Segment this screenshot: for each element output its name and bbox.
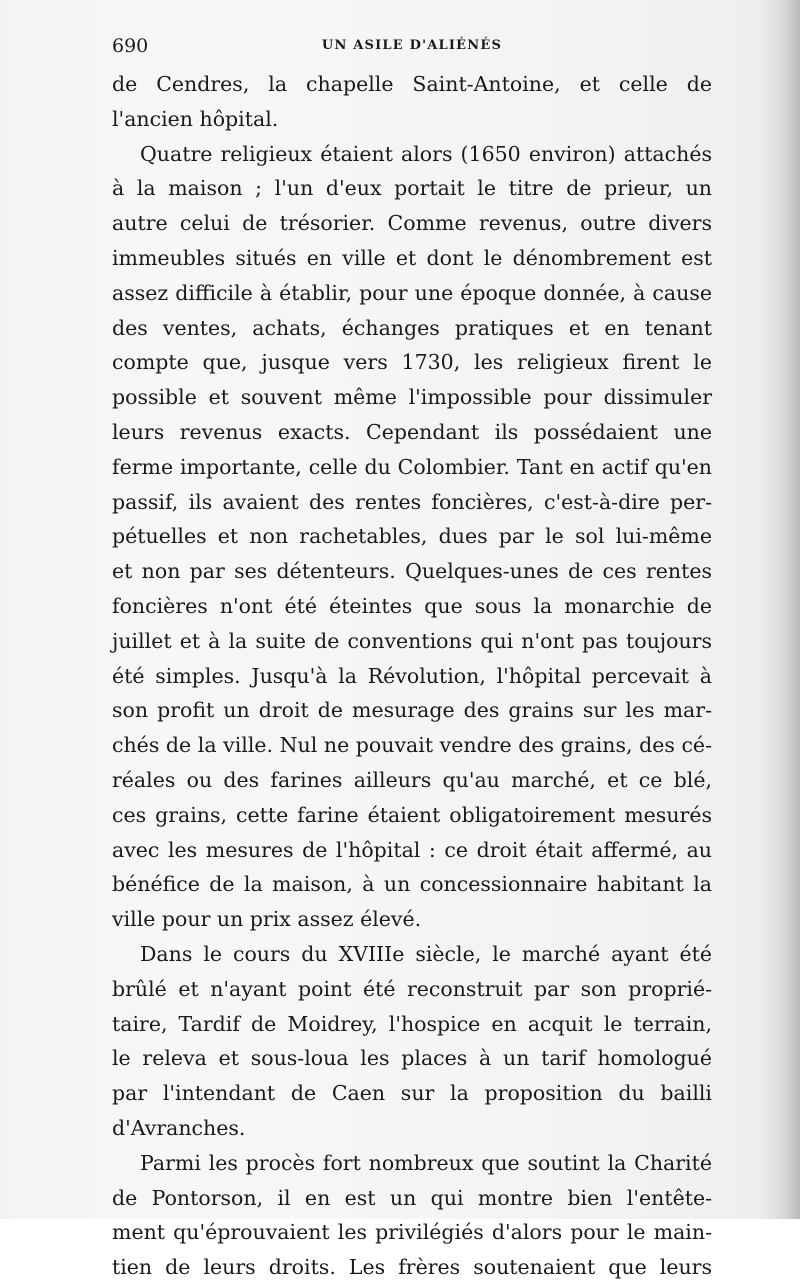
text-line: avec les mesures de l'hôpital : ce droit était affermé, au: [112, 837, 712, 862]
text-line: autre celui de trésorier. Comme revenus, outre divers: [112, 211, 712, 236]
text-line: Dans le cours du XVIIIe siècle, le marché ayant été: [140, 941, 712, 966]
text-line: tien de leurs droits. Les frères soutenaient que leurs: [112, 1255, 712, 1280]
body-text: [112, 67, 712, 1285]
running-title: UN ASILE D'ALIÉNÉS: [321, 38, 503, 53]
text-line: leurs revenus exacts. Cependant ils possédaient une: [112, 419, 712, 444]
text-line: juillet et à la suite de conventions qui n'ont pas toujours: [112, 628, 712, 653]
text-line: ville pour un prix assez élevé.: [112, 907, 422, 932]
text-line: foncières n'ont été éteintes que sous la monarchie de: [112, 593, 712, 618]
text-line: Parmi les procès fort nombreux que soutint la Charité: [140, 1150, 712, 1175]
text-line: de Pontorson, il en est un qui montre bien l'entête-: [112, 1185, 712, 1210]
text-line: possible et souvent même l'impossible pour dissimuler: [112, 385, 712, 410]
text-line: pétuelles et non rachetables, dues par le sol lui-même: [112, 524, 712, 549]
text-line: assez difficile à établir, pour une époque donnée, à cause: [112, 280, 712, 305]
text-line: immeubles situés en ville et dont le dénombrement est: [112, 245, 712, 270]
page-header: [112, 34, 712, 58]
text-line: de Cendres, la chapelle Saint-Antoine, et celle de: [112, 72, 712, 96]
text-line: compte que, jusque vers 1730, les religieux firent le: [112, 350, 712, 375]
page-number: 690: [112, 35, 149, 57]
text-line: à la maison ; l'un d'eux portait le titre de prieur, un: [112, 176, 712, 201]
text-line: son profit un droit de mesurage des grains sur les mar-: [112, 698, 712, 723]
page-edge-shadow: [758, 0, 800, 1219]
text-line: ment qu'éprouvaient les privilégiés d'alors pour le main-: [112, 1220, 712, 1245]
text-line: passif, ils avaient des rentes foncières, c'est-à-dire per-: [112, 489, 712, 514]
text-line: taire, Tardif de Moidrey, l'hospice en acquit le terrain,: [112, 1011, 712, 1036]
text-line: l'ancien hôpital.: [112, 106, 279, 131]
text-line: d'Avranches.: [112, 1115, 246, 1140]
text-line: réales ou des farines ailleurs qu'au marché, et ce blé,: [112, 767, 712, 792]
text-line: des ventes, achats, échanges pratiques et en tenant: [112, 315, 712, 340]
text-line: ferme importante, celle du Colombier. Tant en actif qu'en: [112, 454, 712, 479]
text-line: ces grains, cette farine étaient obligatoirement mesurés: [112, 802, 712, 827]
text-line: été simples. Jusqu'à la Révolution, l'hôpital percevait à: [112, 663, 712, 688]
text-line: le releva et sous-loua les places à un tarif homologué: [112, 1046, 712, 1071]
text-line: bénéfice de la maison, à un concessionnaire habitant la: [112, 872, 712, 897]
text-line: par l'intendant de Caen sur la proposition du bailli: [112, 1081, 712, 1106]
text-line: chés de la ville. Nul ne pouvait vendre des grains, des cé-: [112, 733, 712, 758]
text-line: brûlé et n'ayant point été reconstruit par son proprié-: [112, 976, 712, 1001]
text-line: Quatre religieux étaient alors (1650 environ) attachés: [140, 141, 712, 166]
text-line: et non par ses détenteurs. Quelques-unes de ces rentes: [112, 559, 712, 584]
